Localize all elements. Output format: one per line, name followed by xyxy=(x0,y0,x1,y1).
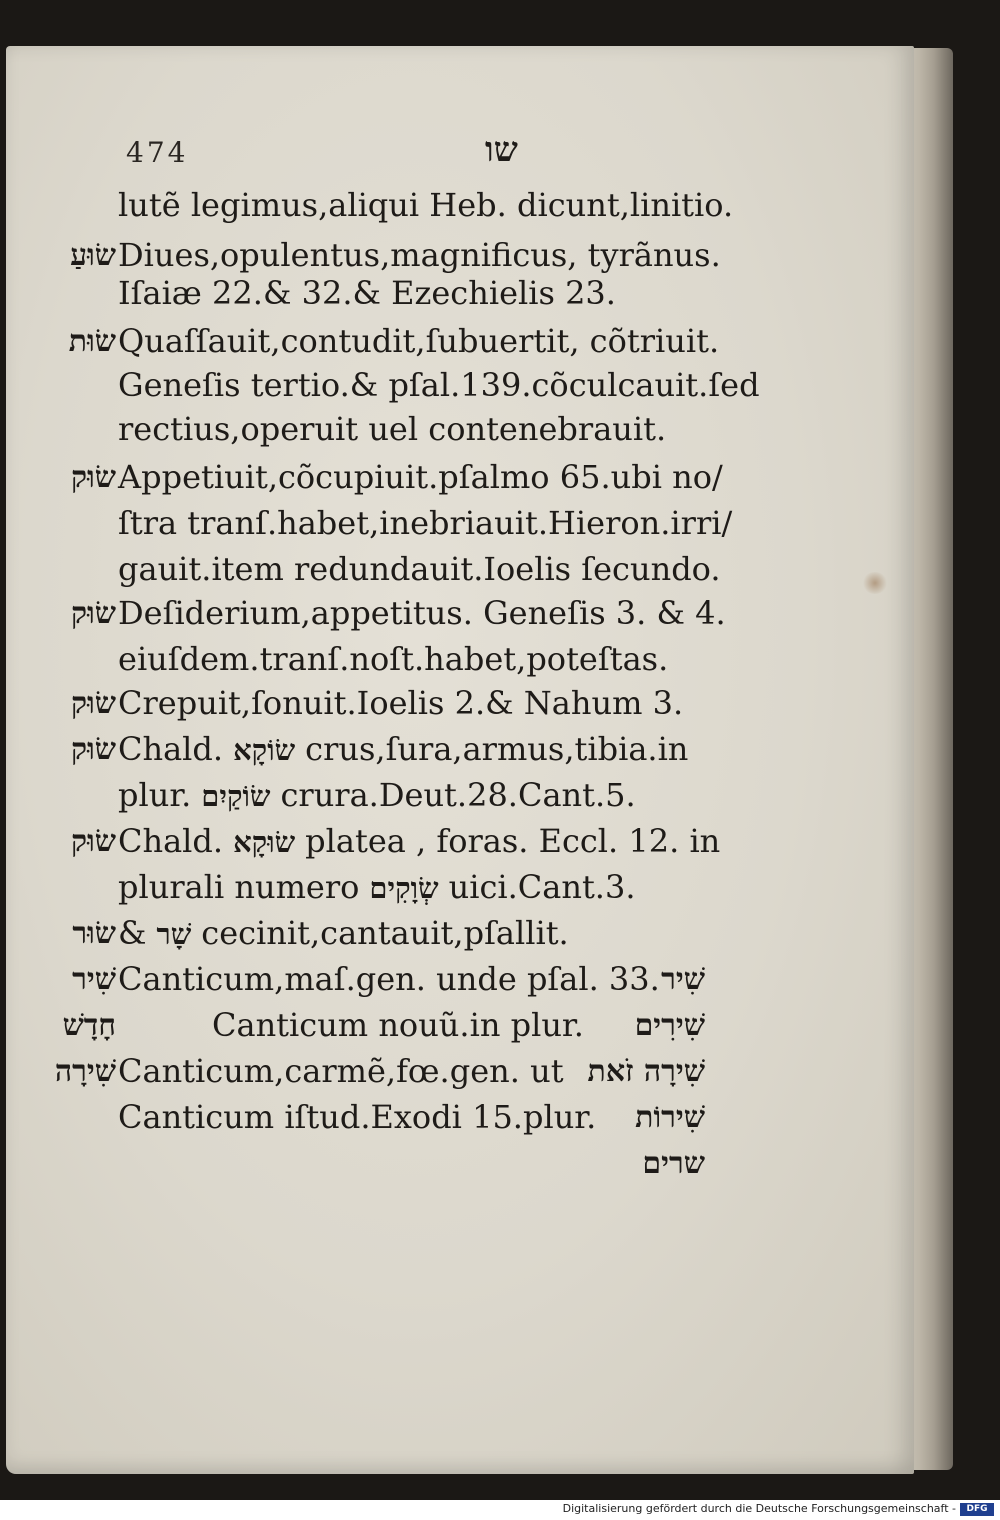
text-line xyxy=(0,640,1000,690)
latin-text: lutẽ legimus,aliqui Heb. dicunt,linitio. xyxy=(118,186,734,224)
latin-text: Canticum,carmẽ,fœ.gen. ut xyxy=(118,1052,564,1090)
entry-line xyxy=(0,594,1000,644)
funding-notice: Digitalisierung gefördert durch die Deutsche Forschungsgemeinschaft - xyxy=(562,1502,956,1515)
headword: שִׁיר xyxy=(72,962,116,997)
right-hebrew: שִׁיר xyxy=(661,962,705,997)
headword: חָדָשׁ xyxy=(62,1008,116,1043)
inline-hebrew: שׂוֹקָא xyxy=(233,733,296,767)
latin-text: Quaſſauit,contudit,ſubuertit, cõtriuit. xyxy=(118,322,720,360)
latin-prefix: & xyxy=(118,914,147,952)
text-line xyxy=(0,186,1000,236)
latin-text: gauit.item redundauit.Ioelis ſecundo. xyxy=(118,550,721,588)
inline-hebrew: שׂוֹקַיִם xyxy=(201,779,271,813)
latin-text: Canticum iſtud.Exodi 15.plur. xyxy=(118,1098,597,1136)
latin-text: Iſaiæ 22.& 32.& Ezechielis 23. xyxy=(118,274,616,312)
latin-gloss: platea , foras. Eccl. 12. in xyxy=(305,822,721,860)
text-line xyxy=(0,868,1000,918)
latin-gloss: crura.Deut.28.Cant.5. xyxy=(280,776,636,814)
entry-line xyxy=(0,458,1000,508)
latin-text: Appetiuit,cõcupiuit.pſalmo 65.ubi no/ xyxy=(118,458,723,496)
latin-gloss: uici.Cant.3. xyxy=(448,868,636,906)
entry-line xyxy=(0,822,1000,872)
text-line xyxy=(0,366,1000,416)
headword: שׂוּק xyxy=(71,824,116,859)
page-number: 474 xyxy=(126,136,189,169)
headword: שׂוּת xyxy=(68,324,116,359)
latin-text xyxy=(118,730,688,768)
latin-text xyxy=(118,868,636,906)
headword: שׂוּר xyxy=(72,916,116,951)
headword: שׂוּק xyxy=(71,732,116,767)
right-hebrew: שִׁירוֹת xyxy=(635,1100,705,1135)
entry-line xyxy=(0,1052,1000,1102)
latin-text xyxy=(118,776,636,814)
text-line xyxy=(0,410,1000,460)
right-hebrew: שִׁירָה זֹאת xyxy=(587,1054,705,1089)
latin-text: Geneſis tertio.& pſal.139.cõculcauit.ſed xyxy=(118,366,760,404)
latin-gloss: cecinit,cantauit,pſallit. xyxy=(201,914,569,952)
running-head: שו xyxy=(485,130,518,170)
entry-line xyxy=(0,1006,1000,1056)
entry-line xyxy=(0,960,1000,1010)
latin-text: Diues,opulentus,magnificus, tyrãnus. xyxy=(118,236,721,274)
inline-hebrew: שָׁר xyxy=(156,917,192,951)
latin-prefix: plurali numero xyxy=(118,868,360,906)
latin-prefix: plur. xyxy=(118,776,192,814)
right-hebrew: שרים xyxy=(642,1146,705,1181)
entry-line xyxy=(0,914,1000,964)
headword: שׂוּק xyxy=(71,460,116,495)
latin-prefix: Chald. xyxy=(118,730,224,768)
latin-text: Deſiderium,appetitus. Geneſis 3. & 4. xyxy=(118,594,726,632)
inline-hebrew: שׂוּקָא xyxy=(233,825,296,859)
text-line xyxy=(0,1098,1000,1148)
latin-prefix: Chald. xyxy=(118,822,224,860)
dfg-logo: DFG xyxy=(960,1503,994,1516)
latin-text: eiuſdem.tranſ.noſt.habet,poteſtas. xyxy=(118,640,669,678)
latin-text xyxy=(118,822,720,860)
headword: שׂוּק xyxy=(71,686,116,721)
headword: שׂוּק xyxy=(71,596,116,631)
headword: שׂוּעַ xyxy=(70,238,116,273)
latin-gloss: crus,ſura,armus,tibia.in xyxy=(305,730,689,768)
text-line xyxy=(0,1144,1000,1194)
entry-line xyxy=(0,322,1000,372)
latin-text: Canticum,maſ.gen. unde pſal. 33. xyxy=(118,960,660,998)
text-line xyxy=(0,776,1000,826)
latin-text: Canticum nouũ.in plur. xyxy=(212,1006,584,1044)
entry-line xyxy=(0,730,1000,780)
latin-text: ſtra tranſ.habet,inebriauit.Hieron.irri/ xyxy=(118,504,733,542)
latin-text: rectius,operuit uel contenebrauit. xyxy=(118,410,667,448)
inline-hebrew: שְׂוָקִים xyxy=(369,871,439,905)
latin-text: Crepuit,ſonuit.Ioelis 2.& Nahum 3. xyxy=(118,684,684,722)
footer-bar xyxy=(0,1500,1000,1520)
right-hebrew: שִׁירִים xyxy=(634,1008,705,1043)
text-line xyxy=(0,274,1000,324)
latin-text xyxy=(118,914,569,952)
text-line xyxy=(0,504,1000,554)
headword: שִׁירָה xyxy=(54,1054,116,1089)
text-line xyxy=(0,550,1000,600)
entry-line xyxy=(0,684,1000,734)
